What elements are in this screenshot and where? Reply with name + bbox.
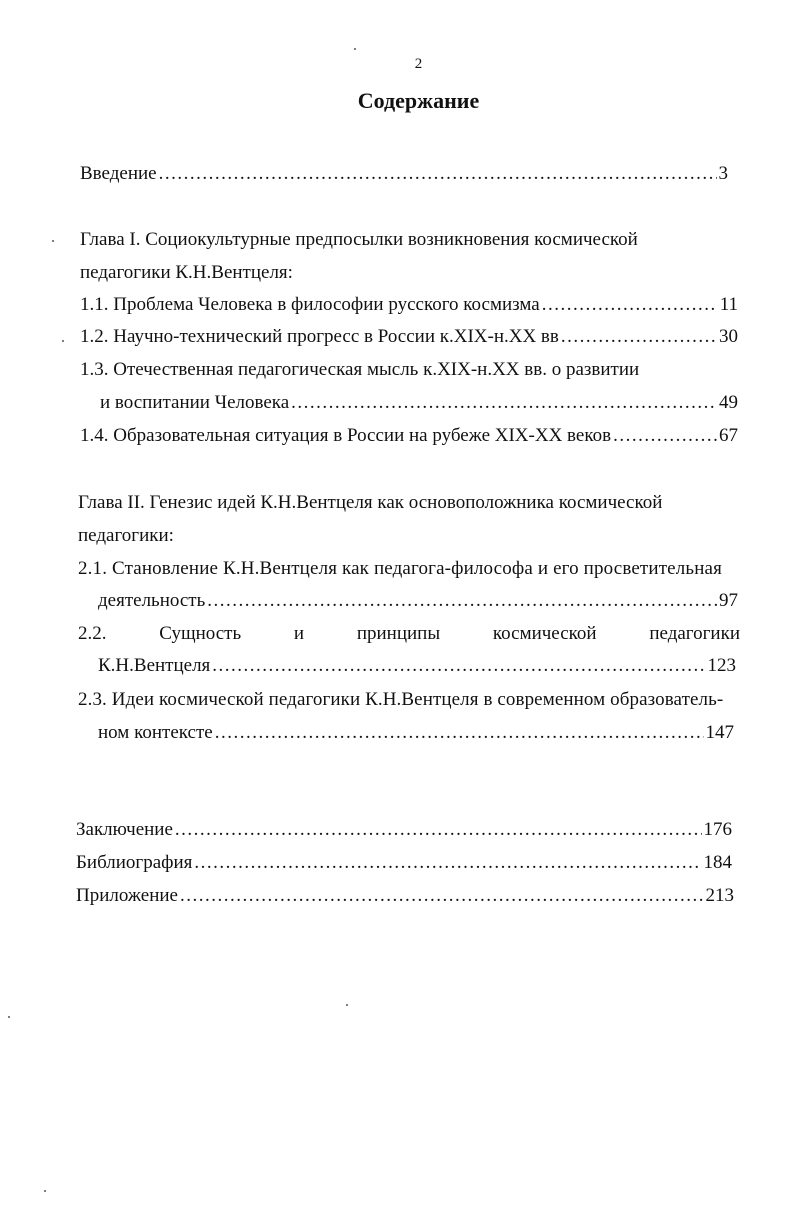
chapter1-heading-line1: Глава I. Социокультурные предпосылки возникновения космической: [80, 229, 638, 250]
scan-speck: [354, 48, 356, 50]
toc-entry-1-1: [80, 291, 738, 319]
chapter1-heading-line2: педагогики К.Н.Вентцеля:: [80, 262, 293, 283]
toc-entry-2-1-line1: 2.1. Становление К.Н.Вентцеля как педагога-философа и его просветительная: [78, 558, 722, 579]
toc-entry-page: 97: [719, 590, 738, 611]
toc-entry-page: 184: [703, 852, 732, 873]
toc-word: принципы: [356, 623, 441, 644]
leader-dots: [194, 849, 701, 877]
toc-entry-label: К.Н.Вентцеля: [98, 655, 211, 676]
page-number: 2: [414, 56, 423, 72]
toc-entry-label: Заключение: [76, 819, 173, 840]
scan-speck: [62, 340, 64, 342]
toc-word: педагогики: [649, 623, 740, 644]
toc-entry-1-4: [80, 422, 738, 450]
toc-word: 2.2.: [78, 623, 107, 644]
toc-entry-label: 1.1. Проблема Человека в философии русского космизма: [80, 294, 540, 315]
leader-dots: [207, 587, 717, 615]
toc-entry-label: ном контексте: [98, 722, 213, 743]
leader-dots: [561, 323, 717, 351]
toc-entry-label: деятельность: [98, 590, 206, 611]
toc-entry-label: 1.2. Научно-технический прогресс в России к.XIX-н.XX вв: [80, 326, 559, 347]
toc-entry-page: 176: [703, 819, 732, 840]
toc-entry-intro: [80, 160, 728, 188]
toc-entry-bibliography: [76, 849, 732, 877]
toc-entry-page: 3: [718, 163, 728, 184]
toc-entry-label: Приложение: [76, 885, 178, 906]
toc-entry-1-3-line1: 1.3. Отечественная педагогическая мысль к.XIX-н.XX вв. о развитии: [80, 359, 640, 380]
leader-dots: [613, 422, 717, 450]
toc-entry-1-2: [80, 323, 738, 351]
scan-speck: [44, 1190, 46, 1192]
page-title: Содержание: [357, 88, 480, 113]
toc-entry-2-2: [98, 652, 736, 680]
chapter2-heading-line2: педагогики:: [78, 525, 174, 546]
toc-entry-page: 49: [719, 392, 738, 413]
toc-entry-appendix: [76, 882, 734, 910]
toc-entry-label: 1.4. Образовательная ситуация в России на рубеже XIX-XX веков: [80, 425, 612, 446]
toc-entry-page: 213: [705, 885, 734, 906]
toc-word: космической: [492, 623, 597, 644]
leader-dots: [175, 816, 702, 844]
toc-entry-page: 147: [705, 722, 734, 743]
toc-entry-page: 123: [707, 655, 736, 676]
toc-entry-page: 11: [719, 294, 738, 315]
toc-entry-page: 67: [719, 425, 738, 446]
leader-dots: [180, 882, 704, 910]
scan-speck: [8, 1016, 10, 1018]
scan-speck: [52, 240, 54, 242]
toc-entry-2-2-line1: [78, 620, 740, 648]
leader-dots: [159, 160, 717, 188]
leader-dots: [212, 652, 705, 680]
toc-entry-1-3: [100, 389, 738, 417]
toc-entry-label: Библиография: [76, 852, 193, 873]
leader-dots: [542, 291, 718, 319]
toc-word: Сущность: [159, 623, 242, 644]
scan-speck: [346, 1004, 348, 1006]
toc-entry-2-3: [98, 719, 734, 747]
toc-entry-label: Введение: [80, 163, 157, 184]
toc-entry-label: и воспитании Человека: [100, 392, 290, 413]
chapter2-heading-line1: Глава II. Генезис идей К.Н.Вентцеля как основоположника космической: [78, 492, 663, 513]
leader-dots: [215, 719, 704, 747]
toc-word: и: [293, 623, 305, 644]
toc-entry-page: 30: [719, 326, 738, 347]
toc-entry-conclusion: [76, 816, 732, 844]
leader-dots: [291, 389, 717, 417]
toc-entry-2-3-line1: 2.3. Идеи космической педагогики К.Н.Вентцеля в современном образователь-: [78, 689, 724, 710]
toc-entry-2-1: [98, 587, 738, 615]
